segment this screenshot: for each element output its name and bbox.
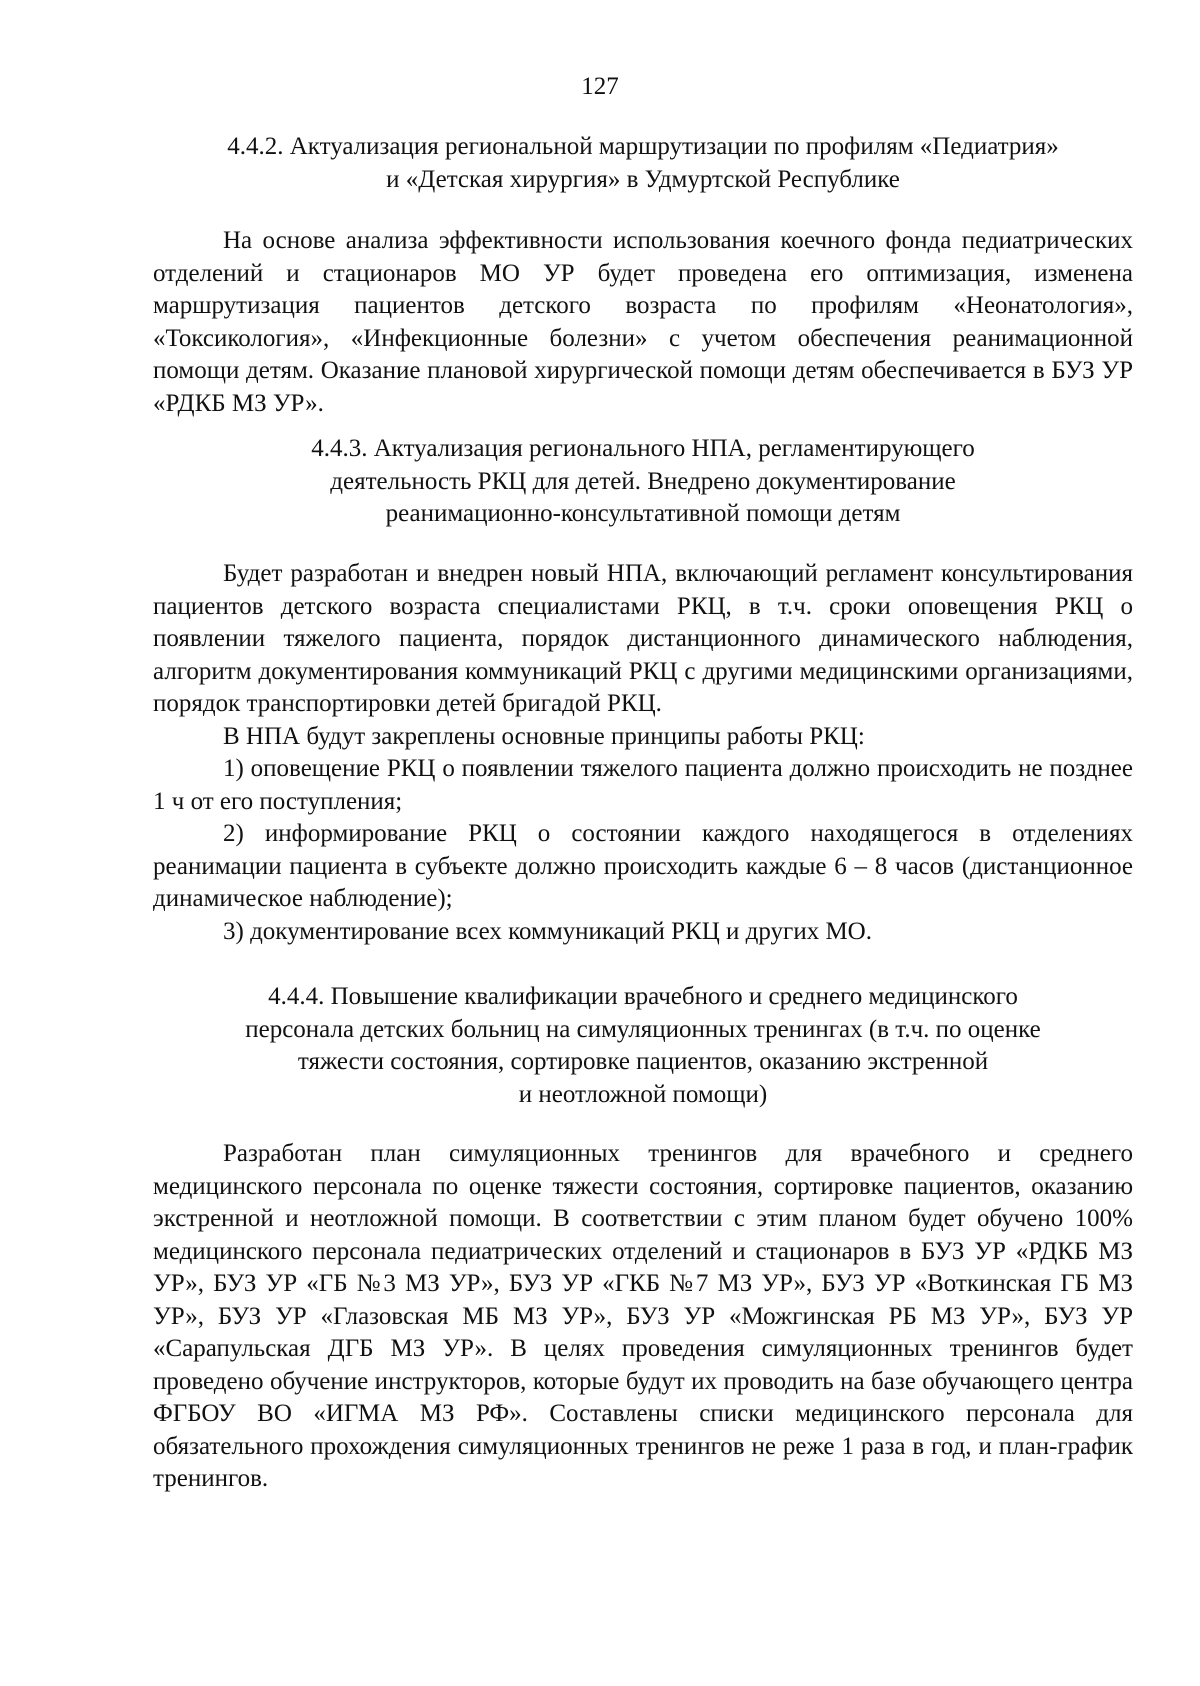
heading-line: тяжести состояния, сортировке пациентов, оказанию экстренной <box>297 1048 989 1075</box>
section-4-4-4-body <box>153 1138 1133 1496</box>
section-4-4-2-heading <box>153 131 1133 196</box>
section-4-4-2-body <box>153 225 1133 420</box>
list-item: 3) документирование всех коммуникаций РКЦ и других МО. <box>223 917 872 945</box>
heading-line: 4.4.2. Актуализация региональной маршрутизации по профилям «Педиатрия» <box>227 133 1059 160</box>
page-number: 127 <box>581 73 619 100</box>
heading-line: 4.4.4. Повышение квалификации врачебного и среднего медицинского <box>268 983 1018 1010</box>
paragraph: Разработан план симуляционных тренингов для врачебного и среднего медицинского персонала по оценке тяжести состояния, сортировке пациентов, оказанию экстренной и неотложной помощи. В соответствии с этим планом будет обучено 100% медицинского персонала педиатрических отделений и стационаров в БУЗ УР «РДКБ МЗ УР», БУЗ УР «ГБ №3 МЗ УР», БУЗ УР «ГКБ №7 МЗ УР», БУЗ УР «Воткинская ГБ МЗ УР», БУЗ УР «Глазовская МБ МЗ УР», БУЗ УР «Можгинская РБ МЗ УР», БУЗ УР «Сарапульская ДГБ МЗ УР». В целях проведения симуляционных тренингов будет проведено обучение инструкторов, которые будут их проводить на базе обучающего центра ФГБОУ ВО «ИГМА МЗ РФ». Составлены списки медицинского персонала для обязательного прохождения симуляционных тренингов не реже 1 раза в год, и план-график тренингов. <box>153 1140 1133 1492</box>
section-4-4-4-heading <box>153 981 1133 1111</box>
heading-line: персонала детских больниц на симуляционных тренингах (в т.ч. по оценке <box>245 1015 1041 1043</box>
list-item: 2) информирование РКЦ о состоянии каждого находящегося в отделениях реанимации пациента в субъекте должно происходить каждые 6 – 8 часов (дистанционное динамическое наблюдение); <box>153 820 1133 912</box>
paragraph: В НПА будут закреплены основные принципы работы РКЦ: <box>223 722 865 750</box>
heading-line: и «Детская хирургия» в Удмуртской Республике <box>386 165 900 193</box>
list-item: 1) оповещение РКЦ о появлении тяжелого пациента должно происходить не позднее 1 ч от его поступления; <box>153 755 1133 815</box>
section-4-4-3-body <box>153 558 1133 948</box>
heading-line: деятельность РКЦ для детей. Внедрено документирование <box>330 467 956 495</box>
section-4-4-3-heading <box>153 433 1133 531</box>
paragraph: Будет разработан и внедрен новый НПА, включающий регламент консультирования пациентов детского возраста специалистами РКЦ, в т.ч. сроки оповещения РКЦ о появлении тяжелого пациента, порядок дистанционного динамического наблюдения, алгоритм документирования коммуникаций РКЦ с другими медицинскими организациями, порядок транспортировки детей бригадой РКЦ. <box>153 560 1133 717</box>
heading-line: и неотложной помощи) <box>518 1080 768 1108</box>
paragraph: На основе анализа эффективности использования коечного фонда педиатрических отделений и стационаров МО УР будет проведена его оптимизация, изменена маршрутизация пациентов детского возраста по профилям «Неонатология», «Токсикология», «Инфекционные болезни» с учетом обеспечения реанимационной помощи детям. Оказание плановой хирургической помощи детям обеспечивается в БУЗ УР «РДКБ МЗ УР». <box>153 227 1133 417</box>
heading-line: реанимационно-консультативной помощи детям <box>385 500 901 527</box>
heading-line: 4.4.3. Актуализация регионального НПА, регламентирующего <box>311 435 975 462</box>
